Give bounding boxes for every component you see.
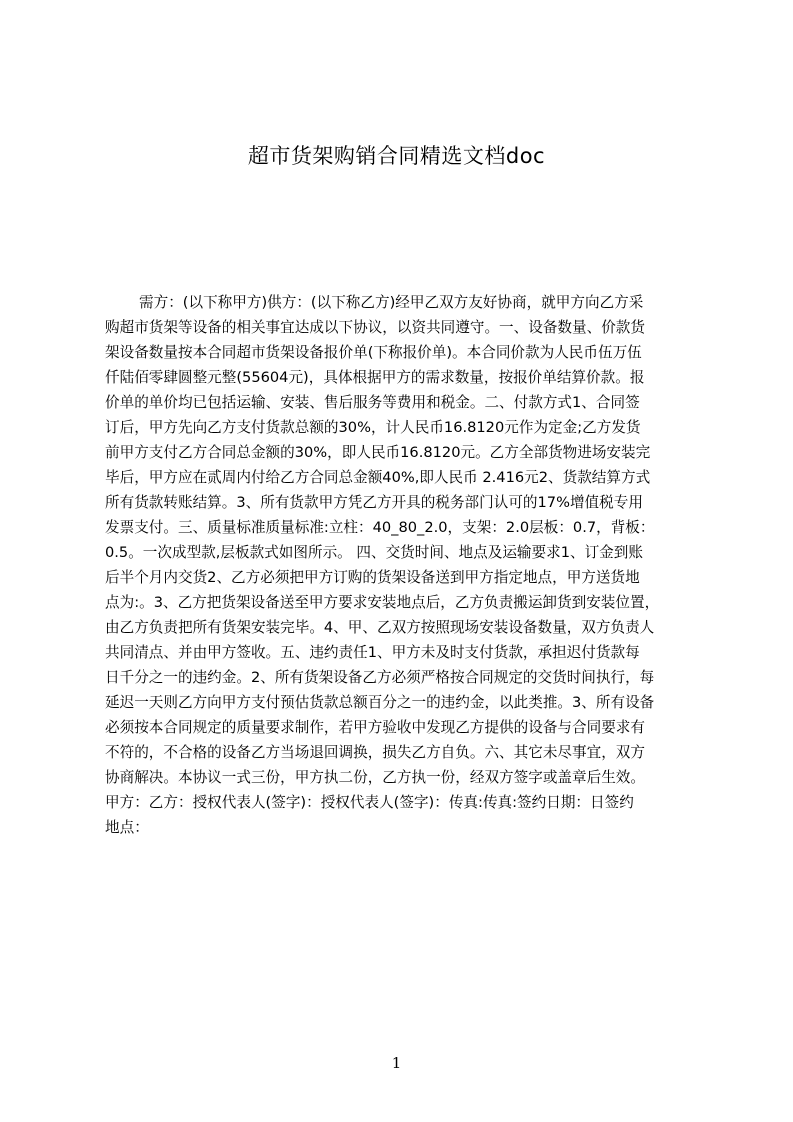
body-line: 必须按本合同规定的质量要求制作，若甲方验收中发现乙方提供的设备与合同要求有 (105, 719, 645, 736)
body-line: 日千分之一的违约金。2、所有货架设备乙方必须严格按合同规定的交货时间执行，每 (105, 669, 655, 686)
document-title: 超市货架购销合同精选文档doc (247, 144, 546, 168)
contract-body (105, 290, 698, 840)
body-line: 地点： (105, 819, 149, 836)
body-line: 需方：(以下称甲方)供方：(以下称乙方)经甲乙双方友好协商，就甲方向乙方采 (139, 294, 644, 311)
body-line: 0.5。一次成型款,层板款式如图所示。 四、交货时间、地点及运输要求1、订金到账 (105, 544, 643, 561)
body-line: 不符的，不合格的设备乙方当场退回调换，损失乙方自负。六、其它未尽事宜，双方 (105, 744, 645, 761)
body-line: 前甲方支付乙方合同总金额的30%，即人民币16.8120元。乙方全部货物进场安装完 (105, 444, 651, 461)
body-line: 协商解决。本协议一式三份，甲方执二份，乙方执一份，经双方签字或盖章后生效。 (105, 769, 645, 786)
body-line: 订后，甲方先向乙方支付货款总额的30%，计人民币16.8120元作为定金;乙方发货 (105, 419, 641, 436)
body-line: 后半个月内交货2、乙方必须把甲方订购的货架设备送到甲方指定地点，甲方送货地 (105, 569, 640, 586)
page-number: 1 (391, 1054, 402, 1072)
body-line: 毕后，甲方应在贰周内付给乙方合同总金额40%,即人民币 2.416元2、货款结算方式 (105, 469, 651, 486)
body-line: 购超市货架等设备的相关事宜达成以下协议，以资共同遵守。一、设备数量、价款货 (105, 319, 645, 336)
body-line: 甲方：乙方：授权代表人(签字)：授权代表人(签字)：传真:传真:签约日期：日签约 (105, 794, 634, 811)
body-line: 价单的单价均已包括运输、安装、售后服务等费用和税金。二、付款方式1、合同签 (105, 394, 640, 411)
body-line: 共同清点、并由甲方签收。五、违约责任1、甲方未及时支付货款，承担迟付货款每 (105, 644, 640, 661)
body-line: 仟陆佰零肆圆整元整(55604元)，具体根据甲方的需求数量，按报价单结算价款。报 (105, 369, 645, 386)
body-line: 点为:。3、乙方把货架设备送至甲方要求安装地点后，乙方负责搬运卸货到安装位置， (105, 594, 660, 611)
body-line: 延迟一天则乙方向甲方支付预估货款总额百分之一的违约金，以此类推。3、所有设备 (105, 694, 655, 711)
body-line: 所有货款转账结算。3、所有货款甲方凭乙方开具的税务部门认可的17%增值税专用 (105, 494, 643, 511)
body-line: 架设备数量按本合同超市货架设备报价单(下称报价单)。本合同价款为人民币伍万伍 (105, 344, 642, 361)
body-line: 由乙方负责把所有货架安装完毕。4、甲、乙双方按照现场安装设备数量，双方负责人 (105, 619, 655, 636)
body-line: 发票支付。三、质量标准质量标准:立柱：40_80_2.0，支架：2.0层板：0.7，背板： (105, 519, 655, 536)
